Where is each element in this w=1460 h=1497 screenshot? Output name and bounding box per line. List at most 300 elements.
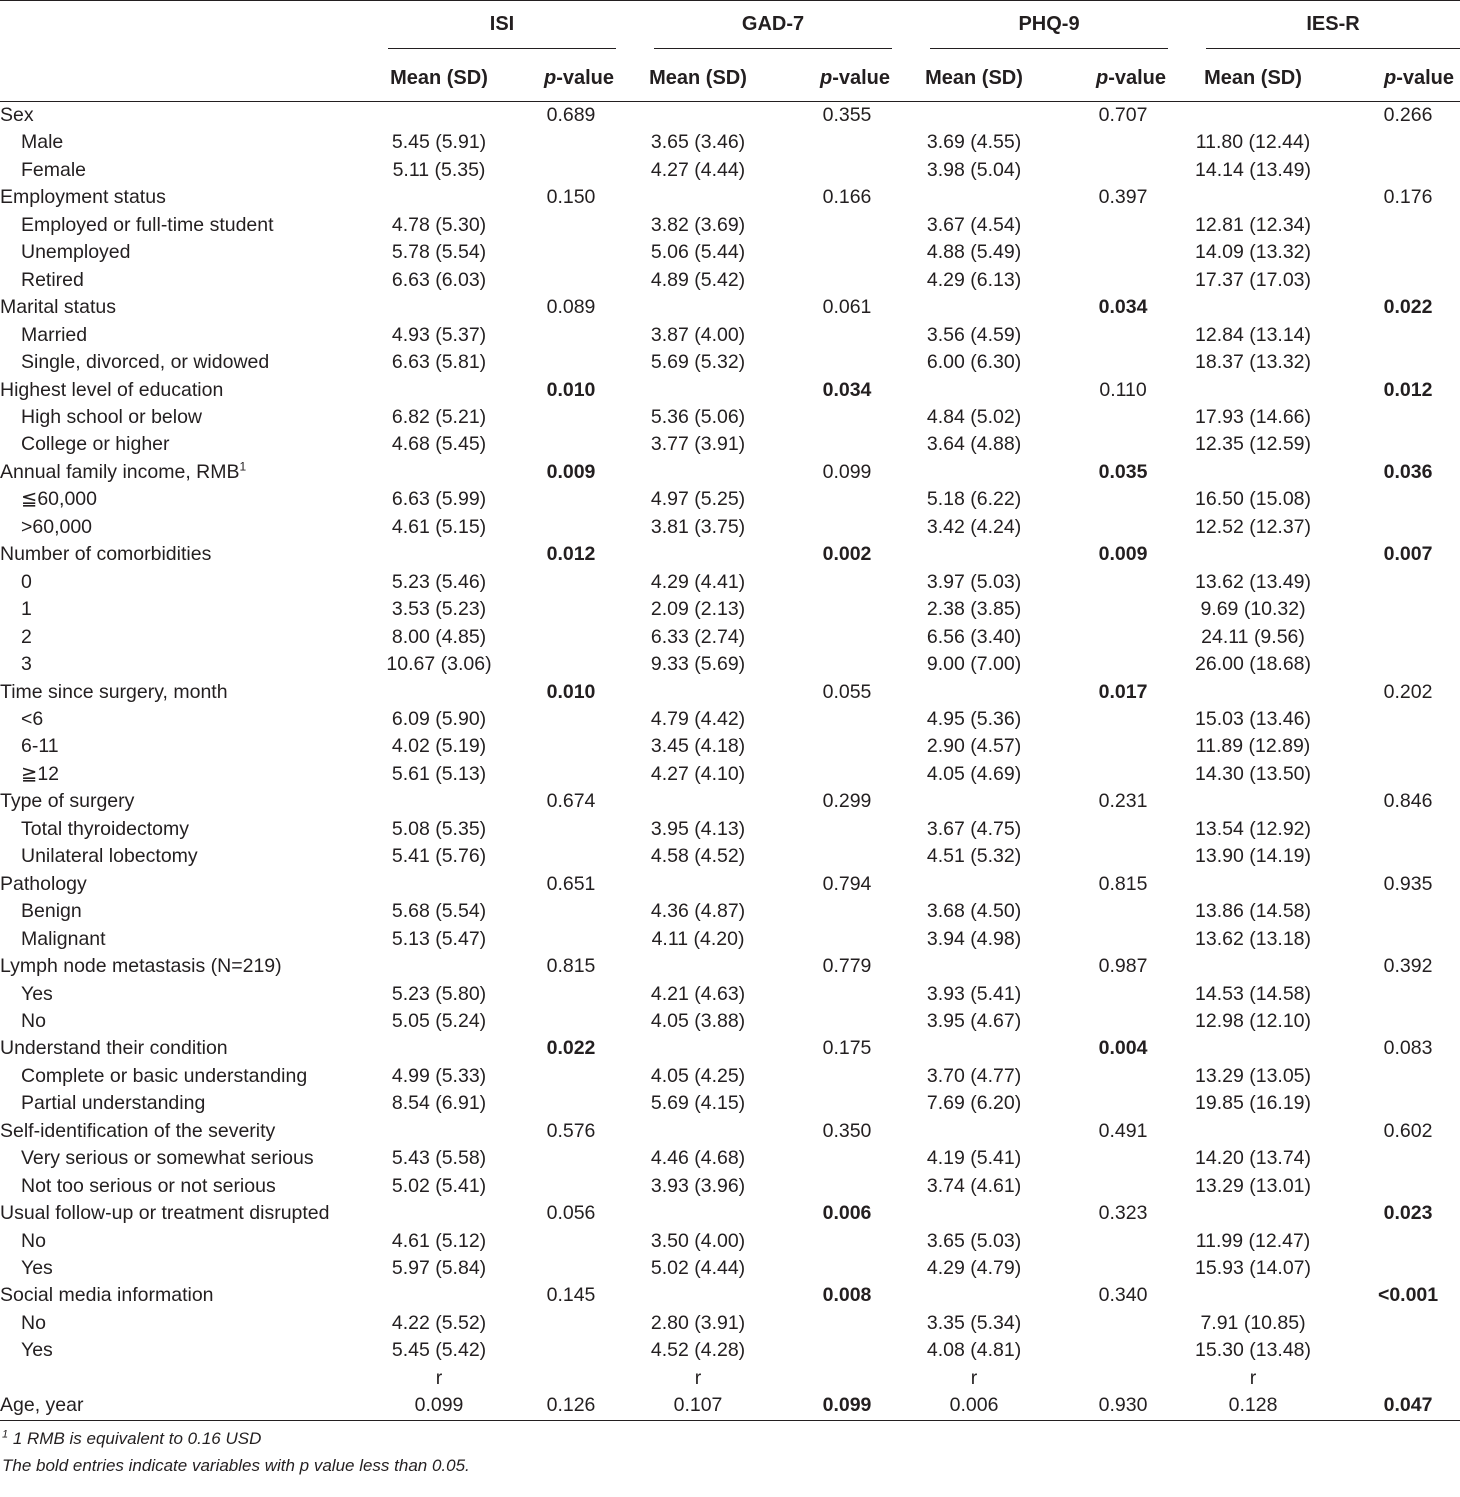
mean-sd-cell: 5.23 (5.80)	[391, 982, 487, 1005]
p-value-cell	[500, 898, 620, 925]
row-label: Male	[21, 131, 64, 154]
row-label: Employed or full-time student	[21, 213, 274, 236]
mean-sd-cell: 6.56 (3.40)	[926, 625, 1022, 648]
mean-sd-cell	[378, 788, 500, 815]
p-value-cell	[1334, 1063, 1460, 1090]
mean-sd-cell: 4.88 (5.49)	[926, 241, 1022, 264]
p-value-cell	[776, 1145, 896, 1172]
row-label: Number of comorbidities	[0, 543, 212, 566]
p-value-cell	[1334, 569, 1460, 596]
mean-sd-cell	[896, 294, 1052, 321]
mean-sd-cell	[378, 679, 500, 706]
p-value-cell	[1052, 212, 1172, 239]
mean-sd-cell: 3.81 (3.75)	[650, 515, 746, 538]
mean-sd-cell: 5.23 (5.46)	[391, 570, 487, 593]
mean-sd-cell	[1172, 541, 1334, 568]
p-value-cell	[1334, 349, 1460, 376]
p-value-cell	[1052, 569, 1172, 596]
p-value-cell	[1052, 157, 1172, 184]
p-value-cell: 0.231	[1098, 790, 1148, 813]
row-label: ≧12	[21, 762, 60, 785]
p-value-cell	[1052, 596, 1172, 623]
p-value-cell: 0.815	[546, 955, 596, 978]
mean-sd-cell: 5.43 (5.58)	[391, 1147, 487, 1170]
header-group-isi: ISI	[378, 1, 620, 56]
table-subrow	[0, 898, 1460, 925]
p-value-cell	[500, 404, 620, 431]
table-subrow	[0, 239, 1460, 266]
p-value-cell	[1334, 1090, 1460, 1117]
mean-sd-cell: r	[435, 1366, 443, 1389]
table-row	[0, 184, 1460, 211]
p-value-cell	[500, 624, 620, 651]
mean-sd-cell: 12.52 (12.37)	[1195, 515, 1312, 538]
row-label: <6	[21, 707, 44, 730]
mean-sd-cell: 4.84 (5.02)	[926, 405, 1022, 428]
p-value-cell	[776, 267, 896, 294]
table-row	[0, 1118, 1460, 1145]
p-value-cell	[776, 404, 896, 431]
header-p-value: p-value	[776, 55, 896, 102]
mean-sd-cell: 14.53 (14.58)	[1195, 982, 1312, 1005]
p-value-cell	[500, 239, 620, 266]
row-label: Social media information	[0, 1284, 214, 1307]
table-subrow	[0, 1008, 1460, 1035]
table-subrow	[0, 624, 1460, 651]
table-row	[0, 541, 1460, 568]
p-value-cell: 0.099	[776, 1392, 896, 1420]
mean-sd-cell: 0.099	[378, 1392, 500, 1420]
header-group-gad7: GAD-7	[620, 1, 896, 56]
p-value-cell: 0.846	[1383, 790, 1433, 813]
table-row	[0, 1365, 1460, 1392]
mean-sd-cell: 9.33 (5.69)	[650, 653, 746, 676]
mean-sd-cell: 13.54 (12.92)	[1195, 817, 1312, 840]
row-label: Age, year	[0, 1392, 378, 1420]
p-value-cell: 0.023	[1383, 1202, 1433, 1225]
table-subrow	[0, 514, 1460, 541]
mean-sd-cell: 2.80 (3.91)	[650, 1311, 746, 1334]
mean-sd-cell: 4.22 (5.52)	[391, 1311, 487, 1334]
p-value-cell: 0.008	[822, 1284, 872, 1307]
p-value-cell	[500, 1365, 620, 1392]
mean-sd-cell: 3.93 (5.41)	[926, 982, 1022, 1005]
row-label: Lymph node metastasis (N=219)	[0, 955, 282, 978]
mean-sd-cell: 5.18 (6.22)	[926, 488, 1022, 511]
p-value-cell	[500, 596, 620, 623]
mean-sd-cell: 4.99 (5.33)	[391, 1064, 487, 1087]
mean-sd-cell: 5.69 (5.32)	[650, 351, 746, 374]
p-value-cell	[776, 1310, 896, 1337]
header-p-value: p-value	[1052, 55, 1172, 102]
row-label: Type of surgery	[0, 790, 135, 813]
p-value-cell: 0.987	[1098, 955, 1148, 978]
p-value-cell	[776, 486, 896, 513]
p-value-cell: 0.576	[546, 1119, 596, 1142]
table-subrow	[0, 816, 1460, 843]
table-row	[0, 459, 1460, 486]
mean-sd-cell	[378, 184, 500, 211]
mean-sd-cell	[1172, 953, 1334, 980]
row-label: Unilateral lobectomy	[21, 845, 198, 868]
mean-sd-cell	[896, 377, 1052, 404]
mean-sd-cell: 3.67 (4.75)	[926, 817, 1022, 840]
mean-sd-cell: 6.63 (5.99)	[391, 488, 487, 511]
mean-sd-cell: 5.06 (5.44)	[650, 241, 746, 264]
mean-sd-cell: 3.70 (4.77)	[926, 1064, 1022, 1087]
table-subrow	[0, 843, 1460, 870]
p-value-cell	[776, 1090, 896, 1117]
p-value-cell: 0.022	[546, 1037, 596, 1060]
mean-sd-cell	[620, 541, 776, 568]
table-subrow	[0, 1255, 1460, 1282]
row-label: Partial understanding	[21, 1092, 206, 1115]
header-group-iesr: IES-R	[1172, 1, 1460, 56]
mean-sd-cell: 17.93 (14.66)	[1195, 405, 1312, 428]
p-value-cell	[1334, 431, 1460, 458]
table-row	[0, 679, 1460, 706]
mean-sd-cell	[620, 184, 776, 211]
p-value-cell: 0.392	[1383, 955, 1433, 978]
mean-sd-cell: 5.02 (5.41)	[391, 1174, 487, 1197]
p-value-cell: 0.007	[1383, 543, 1433, 566]
p-value-cell: 0.083	[1383, 1037, 1433, 1060]
row-label: Married	[21, 323, 88, 346]
p-value-cell: 0.056	[546, 1202, 596, 1225]
table-subrow	[0, 486, 1460, 513]
p-value-cell	[1052, 706, 1172, 733]
mean-sd-cell: 5.97 (5.84)	[391, 1257, 487, 1280]
mean-sd-cell	[378, 1282, 500, 1309]
mean-sd-cell	[1172, 1282, 1334, 1309]
p-value-cell: 0.047	[1334, 1392, 1460, 1420]
p-value-cell: 0.166	[822, 186, 872, 209]
mean-sd-cell: 4.29 (4.79)	[926, 1257, 1022, 1280]
p-value-cell	[776, 431, 896, 458]
table-subrow	[0, 1228, 1460, 1255]
header-mean-sd: Mean (SD)	[1172, 55, 1334, 102]
row-label: 6-11	[21, 735, 59, 758]
row-label: No	[21, 1229, 46, 1252]
mean-sd-cell	[620, 871, 776, 898]
p-value-cell	[776, 1255, 896, 1282]
mean-sd-cell: 3.98 (5.04)	[926, 158, 1022, 181]
mean-sd-cell: 26.00 (18.68)	[1195, 653, 1312, 676]
table-row	[0, 294, 1460, 321]
mean-sd-cell: 7.69 (6.20)	[926, 1092, 1022, 1115]
p-value-cell: 0.089	[546, 296, 596, 319]
mean-sd-cell: 14.14 (13.49)	[1195, 158, 1312, 181]
mean-sd-cell: 4.68 (5.45)	[391, 433, 487, 456]
p-value-cell	[500, 569, 620, 596]
mean-sd-cell: r	[694, 1366, 702, 1389]
mean-sd-cell: 5.68 (5.54)	[391, 900, 487, 923]
mean-sd-cell: 4.51 (5.32)	[926, 845, 1022, 868]
table-row	[0, 102, 1460, 130]
mean-sd-cell	[1172, 1118, 1334, 1145]
p-value-cell	[500, 981, 620, 1008]
table-subrow	[0, 157, 1460, 184]
mean-sd-cell: r	[1249, 1366, 1257, 1389]
p-value-cell	[1334, 706, 1460, 733]
table-subrow	[0, 267, 1460, 294]
mean-sd-cell: 3.67 (4.54)	[926, 213, 1022, 236]
mean-sd-cell: 4.97 (5.25)	[650, 488, 746, 511]
table-row	[0, 1392, 1460, 1420]
row-label: Very serious or somewhat serious	[21, 1147, 314, 1170]
p-value-cell	[500, 514, 620, 541]
row-label: Malignant	[21, 927, 106, 950]
p-value-cell: 0.779	[822, 955, 872, 978]
p-value-cell: 0.397	[1098, 186, 1148, 209]
mean-sd-cell	[620, 377, 776, 404]
p-value-cell	[500, 129, 620, 156]
mean-sd-cell	[620, 459, 776, 486]
p-value-cell	[1334, 129, 1460, 156]
mean-sd-cell: 4.27 (4.44)	[650, 158, 746, 181]
mean-sd-cell: 2.09 (2.13)	[650, 598, 746, 621]
p-value-cell: 0.794	[822, 872, 872, 895]
p-value-cell: 0.009	[546, 460, 596, 483]
p-value-cell: 0.012	[1383, 378, 1433, 401]
mean-sd-cell: 3.65 (3.46)	[650, 131, 746, 154]
p-value-cell	[776, 1365, 896, 1392]
table-subrow	[0, 1090, 1460, 1117]
p-value-cell	[500, 1008, 620, 1035]
mean-sd-cell: 5.45 (5.91)	[391, 131, 487, 154]
p-value-cell: 0.010	[546, 378, 596, 401]
mean-sd-cell: 4.79 (4.42)	[650, 707, 746, 730]
mean-sd-cell: 13.86 (14.58)	[1195, 900, 1312, 923]
mean-sd-cell: 14.20 (13.74)	[1195, 1147, 1312, 1170]
mean-sd-cell	[378, 1200, 500, 1227]
mean-sd-cell: 0.006	[896, 1392, 1052, 1420]
p-value-cell: 0.689	[546, 104, 596, 126]
p-value-cell: 0.035	[1098, 460, 1148, 483]
mean-sd-cell: 4.61 (5.12)	[391, 1229, 487, 1252]
mean-sd-cell: 4.19 (5.41)	[926, 1147, 1022, 1170]
mean-sd-cell	[620, 1118, 776, 1145]
p-value-cell	[776, 761, 896, 788]
p-value-cell	[1052, 349, 1172, 376]
p-value-cell	[1052, 981, 1172, 1008]
p-value-cell	[776, 1337, 896, 1364]
p-value-cell: 0.176	[1383, 186, 1433, 209]
p-value-cell	[1334, 624, 1460, 651]
mean-sd-cell: 3.93 (3.96)	[650, 1174, 746, 1197]
p-value-cell	[776, 624, 896, 651]
table-subrow	[0, 733, 1460, 760]
mean-sd-cell: 4.02 (5.19)	[391, 735, 487, 758]
mean-sd-cell	[620, 679, 776, 706]
mean-sd-cell: 5.69 (4.15)	[650, 1092, 746, 1115]
mean-sd-cell: 5.11 (5.35)	[392, 158, 486, 181]
mean-sd-cell: 3.74 (4.61)	[926, 1174, 1022, 1197]
p-value-cell	[776, 514, 896, 541]
mean-sd-cell: 4.95 (5.36)	[926, 707, 1022, 730]
mean-sd-cell	[378, 871, 500, 898]
row-label: No	[21, 1009, 46, 1032]
mean-sd-cell: 11.89 (12.89)	[1195, 735, 1311, 758]
p-value-cell: 0.036	[1383, 460, 1433, 483]
row-label	[0, 1365, 378, 1392]
p-value-cell	[1052, 431, 1172, 458]
mean-sd-cell	[378, 1035, 500, 1062]
mean-sd-cell	[896, 1200, 1052, 1227]
mean-sd-cell: 4.05 (4.69)	[926, 762, 1022, 785]
mean-sd-cell: 4.61 (5.15)	[391, 515, 487, 538]
p-value-cell	[1052, 1090, 1172, 1117]
table-row	[0, 377, 1460, 404]
footnote-1: $^1$ 1 RMB is equivalent to 0.16 USD	[2, 1428, 262, 1448]
table-subrow	[0, 1337, 1460, 1364]
p-value-cell: 0.815	[1098, 872, 1148, 895]
p-value-cell	[1334, 1228, 1460, 1255]
p-value-cell	[1334, 404, 1460, 431]
header-p-value: p-value	[500, 55, 620, 102]
row-label: 1	[21, 598, 32, 621]
mean-sd-cell: 18.37 (13.32)	[1195, 351, 1312, 374]
p-value-cell	[1334, 212, 1460, 239]
p-value-cell	[1334, 1365, 1460, 1392]
mean-sd-cell: 15.03 (13.46)	[1195, 707, 1312, 730]
mean-sd-cell	[1172, 102, 1334, 130]
p-value-cell	[1052, 816, 1172, 843]
p-value-cell	[1334, 926, 1460, 953]
row-label: Female	[21, 158, 87, 181]
mean-sd-cell	[1172, 377, 1334, 404]
p-value-cell	[1052, 1173, 1172, 1200]
p-value-cell	[1334, 843, 1460, 870]
table-subrow	[0, 322, 1460, 349]
p-value-cell	[1052, 1145, 1172, 1172]
mean-sd-cell: 6.63 (5.81)	[391, 351, 487, 374]
row-label: Employment status	[0, 186, 166, 209]
p-value-cell	[1052, 1365, 1172, 1392]
mean-sd-cell: 15.93 (14.07)	[1195, 1257, 1312, 1280]
mean-sd-cell: 3.45 (4.18)	[650, 735, 746, 758]
mean-sd-cell	[896, 871, 1052, 898]
p-value-cell	[500, 651, 620, 678]
p-value-cell	[1334, 486, 1460, 513]
row-label: Not too serious or not serious	[21, 1174, 276, 1197]
mean-sd-cell	[620, 1035, 776, 1062]
row-label: Yes	[21, 1257, 53, 1280]
p-value-cell	[500, 1145, 620, 1172]
table-subrow	[0, 981, 1460, 1008]
header-row-groups	[0, 1, 1460, 56]
mean-sd-cell: 5.13 (5.47)	[391, 927, 487, 950]
mean-sd-cell	[1172, 679, 1334, 706]
p-value-cell: 0.340	[1098, 1284, 1148, 1307]
p-value-cell: 0.674	[546, 790, 596, 813]
mean-sd-cell	[896, 541, 1052, 568]
p-value-cell: 0.010	[546, 680, 596, 703]
mean-sd-cell: 10.67 (3.06)	[386, 653, 492, 676]
mean-sd-cell: 11.99 (12.47)	[1195, 1229, 1311, 1252]
mean-sd-cell: 3.94 (4.98)	[926, 927, 1022, 950]
row-label: Annual family income, RMB$^1$	[0, 459, 247, 483]
table-subrow	[0, 212, 1460, 239]
mean-sd-cell: 8.54 (6.91)	[391, 1092, 487, 1115]
p-value-cell	[1052, 843, 1172, 870]
row-label: Yes	[21, 1339, 53, 1362]
row-label: Total thyroidectomy	[21, 817, 189, 840]
p-value-cell	[1334, 733, 1460, 760]
p-value-cell	[1052, 926, 1172, 953]
p-value-cell	[1052, 898, 1172, 925]
mean-sd-cell: 4.08 (4.81)	[926, 1339, 1022, 1362]
p-value-cell	[1052, 267, 1172, 294]
p-value-cell	[500, 1310, 620, 1337]
p-value-cell	[500, 1255, 620, 1282]
mean-sd-cell: 11.80 (12.44)	[1195, 131, 1311, 154]
p-value-cell	[776, 157, 896, 184]
table-subrow	[0, 349, 1460, 376]
table-subrow	[0, 1145, 1460, 1172]
p-value-cell	[1334, 239, 1460, 266]
mean-sd-cell: 4.11 (4.20)	[651, 927, 745, 950]
p-value-cell	[776, 322, 896, 349]
mean-sd-cell	[896, 679, 1052, 706]
header-mean-sd: Mean (SD)	[896, 55, 1052, 102]
p-value-cell	[1052, 322, 1172, 349]
row-label: 3	[21, 653, 32, 676]
mean-sd-cell: 3.95 (4.67)	[926, 1009, 1022, 1032]
mean-sd-cell: 4.29 (4.41)	[650, 570, 746, 593]
header-mean-sd: Mean (SD)	[378, 55, 500, 102]
table-subrow	[0, 761, 1460, 788]
table-subrow	[0, 706, 1460, 733]
mean-sd-cell	[1172, 294, 1334, 321]
mean-sd-cell: 7.91 (10.85)	[1200, 1311, 1306, 1334]
p-value-cell: 0.202	[1383, 680, 1433, 703]
table-subrow	[0, 1173, 1460, 1200]
p-value-cell	[776, 239, 896, 266]
p-value-cell: 0.651	[546, 872, 596, 895]
mean-sd-cell: 3.42 (4.24)	[926, 515, 1022, 538]
p-value-cell	[500, 1090, 620, 1117]
mean-sd-cell: 0.107	[620, 1392, 776, 1420]
p-value-cell	[776, 569, 896, 596]
row-label: Sex	[0, 104, 34, 126]
mean-sd-cell: 13.90 (14.19)	[1195, 845, 1312, 868]
p-value-cell: 0.930	[1052, 1392, 1172, 1420]
mean-sd-cell: 24.11 (9.56)	[1201, 625, 1305, 648]
p-value-cell	[1334, 1337, 1460, 1364]
p-value-cell	[1052, 514, 1172, 541]
p-value-cell	[500, 761, 620, 788]
p-value-cell	[776, 212, 896, 239]
mean-sd-cell: 3.64 (4.88)	[926, 433, 1022, 456]
p-value-cell	[776, 706, 896, 733]
mean-sd-cell: 12.98 (12.10)	[1195, 1009, 1312, 1032]
p-value-cell	[776, 349, 896, 376]
p-value-cell	[776, 1063, 896, 1090]
p-value-cell	[1052, 486, 1172, 513]
mean-sd-cell: 4.27 (4.10)	[650, 762, 746, 785]
mean-sd-cell: 3.77 (3.91)	[650, 433, 746, 456]
mean-sd-cell	[378, 1118, 500, 1145]
mean-sd-cell	[896, 1118, 1052, 1145]
footnote-marker: 1	[239, 459, 247, 474]
mean-sd-cell: 3.53 (5.23)	[391, 598, 487, 621]
mean-sd-cell	[1172, 871, 1334, 898]
table-subrow	[0, 596, 1460, 623]
p-value-cell: 0.002	[822, 543, 872, 566]
mean-sd-cell: 6.00 (6.30)	[926, 351, 1022, 374]
mean-sd-cell	[378, 102, 500, 130]
